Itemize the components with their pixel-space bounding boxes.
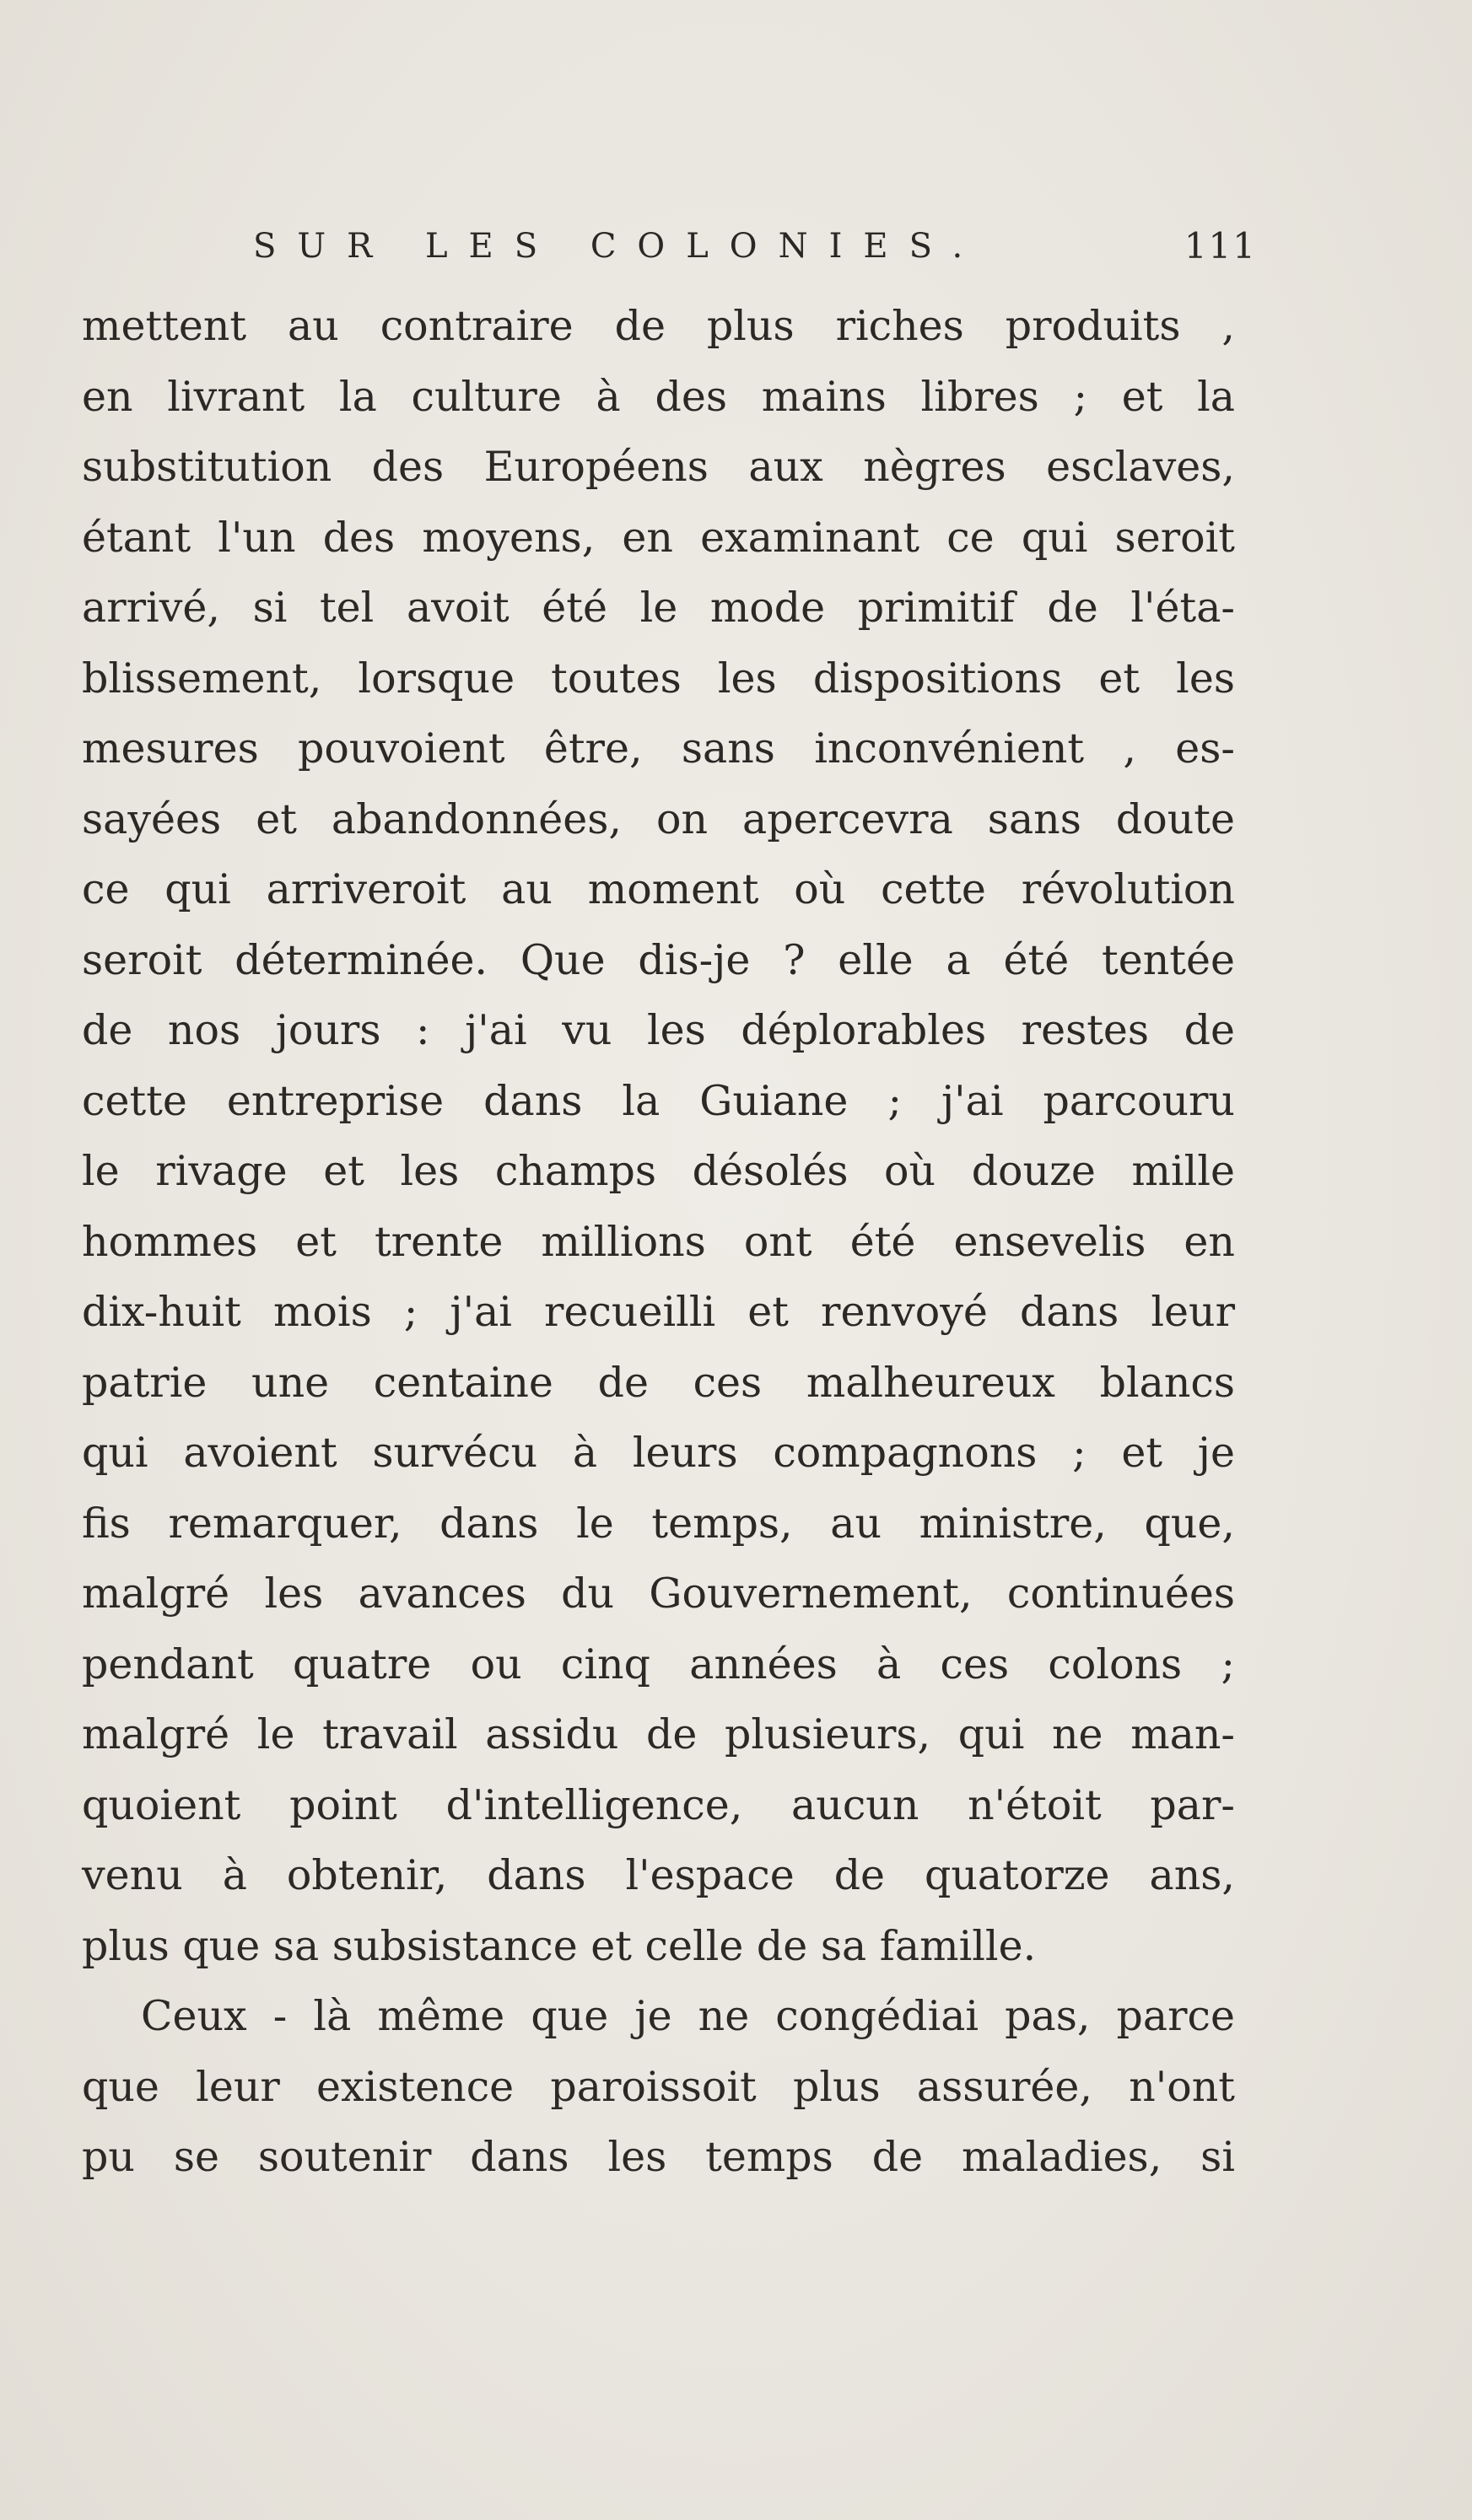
text-line: dix-huit mois ; j'ai recueilli et renvoyé dans leur (82, 1288, 1235, 1336)
body-text (82, 291, 1235, 2193)
text-line: étant l'un des moyens, en examinant ce qui seroit (82, 513, 1235, 562)
text-line: qui avoient survécu à leurs compagnons ; et je (82, 1429, 1235, 1477)
text-line: mesures pouvoient être, sans inconvénient , es- (82, 724, 1235, 773)
text-line: blissement, lorsque toutes les dispositions et les (82, 654, 1235, 703)
page-number: 111 (1184, 225, 1257, 267)
text-line: ce qui arriveroit au moment où cette révolution (82, 865, 1235, 913)
text-line: pendant quatre ou cinq années à ces colons ; (82, 1640, 1235, 1688)
text-line: hommes et trente millions ont été ensevelis en (82, 1217, 1235, 1266)
text-line: seroit déterminée. Que dis-je ? elle a été tentée (82, 935, 1235, 984)
text-line: en livrant la culture à des mains libres ; et la (82, 372, 1235, 421)
text-line: sayées et abandonnées, on apercevra sans doute (82, 794, 1235, 843)
text-line: fis remarquer, dans le temps, au ministre, que, (82, 1499, 1235, 1548)
running-head: SUR LES COLONIES. (253, 227, 984, 266)
text-line: pu se soutenir dans les temps de maladies, si (82, 2133, 1235, 2181)
text-line: cette entreprise dans la Guiane ; j'ai parcouru (82, 1076, 1235, 1125)
text-line: mettent au contraire de plus riches produits , (82, 302, 1235, 350)
page-header (253, 221, 1257, 272)
paragraph (82, 1981, 1235, 2193)
text-line: venu à obtenir, dans l'espace de quatorze ans, (82, 1851, 1235, 1899)
paragraph (82, 291, 1235, 1981)
text-line: patrie une centaine de ces malheureux blancs (82, 1358, 1235, 1407)
text-line: le rivage et les champs désolés où douze mille (82, 1147, 1235, 1195)
text-line: Ceux - là même que je ne congédiai pas, parce (141, 1992, 1235, 2040)
text-line: plus que sa subsistance et celle de sa famille. (82, 1921, 1037, 1970)
text-line: quoient point d'intelligence, aucun n'étoit par- (82, 1780, 1235, 1829)
text-line: arrivé, si tel avoit été le mode primitif de l'éta- (82, 584, 1235, 632)
text-line: de nos jours : j'ai vu les déplorables restes de (82, 1006, 1235, 1054)
text-line: que leur existence paroissoit plus assurée, n'ont (82, 2062, 1235, 2111)
text-line: malgré les avances du Gouvernement, continuées (82, 1570, 1235, 1618)
text-line: malgré le travail assidu de plusieurs, qui ne man- (82, 1710, 1235, 1758)
text-line: substitution des Européens aux nègres esclaves, (82, 443, 1235, 491)
